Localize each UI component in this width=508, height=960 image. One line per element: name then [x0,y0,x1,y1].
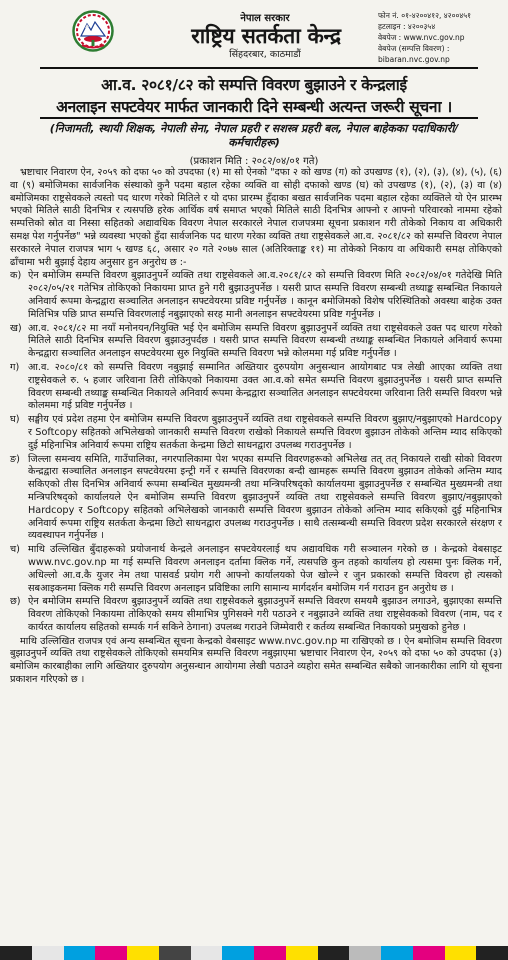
closing-paragraph: माथि उल्लिखित राजपत्र एवं अन्य सम्बन्धित सूचना केन्द्रको वेबसाइट www.nvc.gov.np मा राखिएको छ । ऐन बमोजिम सम्पत्ति विवरण बुझाउनुपर्ने व्यक्ति तथा राष्ट्रसेवकले तोकिएको समयमित्र सम्पत्ति विवरण नबुझाएमा भ्रष्टाचार निवारण ऐन, २०५९ को दफा ५० को उपदफा (३) बमोजिम कारबाहीका लागि अख्तियार दुरुपयोग अनुसन्धान आयोगमा लेखी पठाउने व्यहोरा समेत सम्बन्धित सबैको जानकारीका लागि यो सूचना प्रकाशन गरिएको छ । [10,635,502,686]
notice-body [10,167,502,688]
list-item [10,596,502,634]
organization-name: राष्ट्रिय सतर्कता केन्द्र [191,24,341,48]
item-text: जिल्ला समन्वय समिति, गाउँपालिका, नगरपालिकामा पेश भएका सम्पत्ति विवरणहरूको अभिलेख तत् तत् निकायले राखी सोको विवरण केन्द्रद्वारा सञ्चालित अनलाइन सफ्टवेयरमा इन्ट्री गर्ने र सम्पत्ति विवरणका बन्दी खामहरू सम्पत्ति विवरण बुझाउन तोकेको अन्तिम म्याद सकिएको तीस दिनभित्र अनिवार्य रूपमा सम्बन्धित मुख्यमन्त्री तथा मन्त्रिपरिषद्को कार्यालयमा बुझाउनुपर्नेछ र सम्बन्धित मुख्यमन्त्री तथा मन्त्रिपरिषद्को कार्यालयले ऐन बमोजिम सम्पत्ति विवरण बुझाउनुपर्ने व्यक्ति तथा राष्ट्रसेवकले सम्पत्ति विवरण बुझाए/नबुझाएको Hardcopy र Softcopy सहितको अभिलेखको जानकारी सम्पत्ति विवरण बुझाउन तोकेको अन्तिम म्याद सकिएको दुई महिनाभित्र अनिवार्य रूपमा राष्ट्रिय सतर्कता केन्द्रमा छिटो साधनद्वारा उपलब्ध गराउनुपर्नेछ । साथै तत्सम्बन्धी सम्पत्ति विवरण प्रदेश सरकारले संरक्षण र व्यवस्थापन गर्नुपर्नेछ । [28,453,502,542]
top-rule [40,67,478,69]
contact-asset-website: bibaran.nvc.gov.np [378,55,450,64]
item-marker: ङ) [10,453,20,465]
item-marker: ख) [10,322,22,334]
item-text: ऐन बमोजिम सम्पत्ति विवरण बुझाउनुपर्ने व्यक्ति तथा राष्ट्रसेवकले बुझाउनुपर्ने सम्पत्ति विवरण समयमै बुझाउन लगाउने, बुझाएका सम्पत्ति विवरण तोकिएको निकायमा तोकिएको समय सीमाभित्र पुगिसक्ने गरी पठाउने र नबुझाउने व्यक्ति तथा राष्ट्रसेवकको विवरण (नाम, पद र कार्यरत कार्यालय सहितको सम्पर्क गर्न सकिने ठेगाना) उपलब्ध गराउने जिम्मेवारी र कर्तव्य सम्बन्धित निकायको प्रमुखको हुनेछ । [28,596,502,633]
item-text: आ.व. २०८०/८१ को सम्पत्ति विवरण नबुझाई सम्मानित अख्तियार दुरुपयोग अनुसन्धान आयोगबाट पत्र लेखी आएका व्यक्ति तथा राष्ट्रसेवकले रु. ५ हजार जरिवाना तिरी तोकिएको निकायमा उक्त आ.व.को समेत सम्पत्ति विवरण बुझाउनुपर्नेछ । यसरी प्राप्त सम्पत्ति विवरण सम्बन्धी तथ्याङ्क सम्बन्धित निकायले अनिवार्य रूपमा केन्द्रद्वारा सञ्चालित अनलाइन सफ्टवेयरमा जरिवाना तिरी सम्पत्ति विवरण भन्ने कोलममा गई प्रविष्ट गर्नुपर्नेछ । [28,361,502,412]
contact-asset-website-label: वेबपेज (सम्पत्ति विवरण) : [378,44,450,53]
publish-date: (प्रकाशन मिति : २०८२/०४/०१ गते) [189,156,319,167]
item-marker: घ) [10,414,20,426]
contact-block [378,10,504,65]
item-marker: ग) [10,361,20,373]
contact-phone: फोन नं. ०१-४२००४१२, ४२००४५१ [378,11,472,20]
print-color-bar [0,946,508,960]
list-item [10,323,502,361]
notice-title-line-1: आ.व. २०८१/८२ को सम्पत्ति विवरण बुझाउने र केन्द्रलाई [101,76,407,94]
notice-subtitle: (निजामती, स्थायी शिक्षक, नेपाली सेना, नेपाल प्रहरी र सशस्त्र प्रहरी बल, नेपाल बाहेकका पदाधिकारी/कर्मचारीहरू) [49,122,459,149]
item-text: माथि उल्लिखित बुँदाहरूको प्रयोजनार्थ केन्द्रले अनलाइन सफ्टवेयरलाई थप अद्यावधिक गरी सञ्चालन गरेको छ । केन्द्रको वेबसाइट www.nvc.gov.np मा गई सम्पत्ति विवरण अनलाइन दर्तामा क्लिक गर्ने, त्यसपछि कुन तहको कार्यालय हो त्यसमा पुनः क्लिक गर्ने, अधिल्लो आ.व.कै युजर नेम तथा पासवर्ड प्रयोग गरी आफ्नो कार्यालयको पेज खोल्ने र जुन प्रकारको सम्पत्ति विवरण हो त्यसको सबआइकनमा क्लिक गरी सम्पत्ति विवरण अनलाइन प्रविष्टिका लागि सामान्य मार्गदर्शन बमोजिम गर्न गराउन हुन अनुरोध छ । [28,544,502,594]
item-marker: क) [10,270,22,282]
intro-paragraph: भ्रष्टाचार निवारण ऐन, २०५९ को दफा ५० को उपदफा (१) मा सो ऐनको "दफा २ को खण्ड (ग) को उपखण्ड (१), (२), (३), (४), (५), (६) वा (९) बमोजिमका सार्वजनिक संस्थाको कुनै पदमा बहाल रहेका व्यक्ति वा सोही दफाको खण्ड (घ) को उपखण्ड (१), (२), (३) वा (४) बमोजिमका राष्ट्रसेवकले त्यस्तो पद धारण गरेको मितिले र यो दफा प्रारम्भ हुँदाका बखत सार्वजनिक पदमा बहाल रहेका व्यक्तिले यो ऐन प्रारम्भ भएको मितिले साठी दिनभित्र र त्यसपछि हरेक आर्थिक वर्ष समाप्त भएको मितिले साठी दिनभित्र आफ्नो र आफ्नो परिवारको नाममा रहेको सम्पत्तिको स्रोत वा निस्सा सहितको अद्यावधिक विवरण नेपाल सरकारले नेपाल राजपत्रमा सूचना प्रकाशन गरी तोकेको निकाय वा अधिकारी समक्ष पेश गर्नुपर्नेछ" भन्ने व्यवस्था भएको हुँदा सार्वजनिक पद धारण गरेका व्यक्ति तथा राष्ट्रसेवकले आ.व. २०८१/८२ को सम्पत्ति विवरण नेपाल सरकारले नेपाल राजपत्र भाग ५ खण्ड ६८, असार २० गते २०७७ साल (अतिरिक्ताङ्क ११) मा तोकेको निकाय वा अधिकारी समक्ष तोकिएको ढाँचामा भरी बुझाई देहाय अनुसार हुन अनुरोध छ :- [10,167,502,268]
organization-address: सिंहदरबार, काठमाडौं [229,49,301,60]
list-item [10,414,502,452]
list-item [10,544,502,595]
item-marker: छ) [10,596,21,608]
bottom-rule [40,117,478,119]
nepal-emblem-icon [72,10,114,52]
list-item [10,454,502,544]
notice-title-line-2: अनलाइन सफ्टवेयर मार्फत जानकारी दिने सम्बन्धी अत्यन्त जरूरी सूचना । [56,98,452,116]
item-text: सङ्घीय एवं प्रदेश तहमा ऐन बमोजिम सम्पत्ति विवरण बुझाउनुपर्ने व्यक्ति तथा राष्ट्रसेवकले सम्पत्ति विवरण बुझाए/नबुझाएको Hardcopy र Softcopy सहितको अभिलेखको जानकारी सम्पत्ति विवरण राखेको निकायले सम्पत्ति विवरण बुझाउन तोकेको अन्तिम म्याद सकिएको दुई महिनाभित्र अनिवार्य रूपमा राष्ट्रिय सतर्कता केन्द्रमा छिटो साधनद्वारा उपलब्ध गराउनुपर्नेछ । [28,414,502,451]
list-item [10,362,502,413]
item-marker: च) [10,544,20,556]
contact-website: वेबपेज : www.nvc.gov.np [378,33,465,42]
item-text: आ.व. २०८१/८२ मा नयाँ मनोनयन/नियुक्ति भई ऐन बमोजिम सम्पत्ति विवरण बुझाउनुपर्ने व्यक्ति तथा राष्ट्रसेवकले उक्त पद धारण गरेको मितिले साठी दिनभित्र सम्पत्ति विवरण बुझाउनुपर्दछ । यसरी प्राप्त सम्पत्ति विवरण सम्बन्धी तथ्याङ्क सम्बन्धित निकायले अनिवार्य रूपमा केन्द्रद्वारा सञ्चालित अनलाइन सफ्टवेयरमा सुरु नियुक्ति सम्पत्ति विवरण भन्ने कोलममा गई प्रविष्ट गर्नुपर्नेछ । [28,322,502,360]
list-item [10,270,502,321]
contact-hotline: हटलाइन : ४२००३५४ [378,22,436,31]
government-line: नेपाल सरकार [240,13,290,24]
item-text: ऐन बमोजिम सम्पत्ति विवरण बुझाउनुपर्ने व्यक्ति तथा राष्ट्रसेवकले आ.व.२०८१/८२ को सम्पत्ति विवरण मिति २०८२/०४/०१ गतेदेखि मिति २०८२/०५/२१ गतेभित्र तोकिएको निकायमा प्राप्त हुने गरी बुझाउनुपर्नेछ । यसरी प्राप्त सम्पत्ति विवरण सम्बन्धी तथ्याङ्क सम्बन्धित निकायले अनिवार्य रूपमा केन्द्रद्वारा सञ्चालित अनलाइन सफ्टवेयरमा प्रविष्ट गर्नुपर्नेछ । कानून बमोजिमको विशेष परिस्थितिको अवस्था बाहेक उक्त मितिभित्र पछि प्राप्त सम्पत्ति विवरणलाई नबुझाएको सरह मानी अनलाइन सफ्टवेयरमा प्रविष्ट गर्नुपर्नेछ । [28,270,502,320]
